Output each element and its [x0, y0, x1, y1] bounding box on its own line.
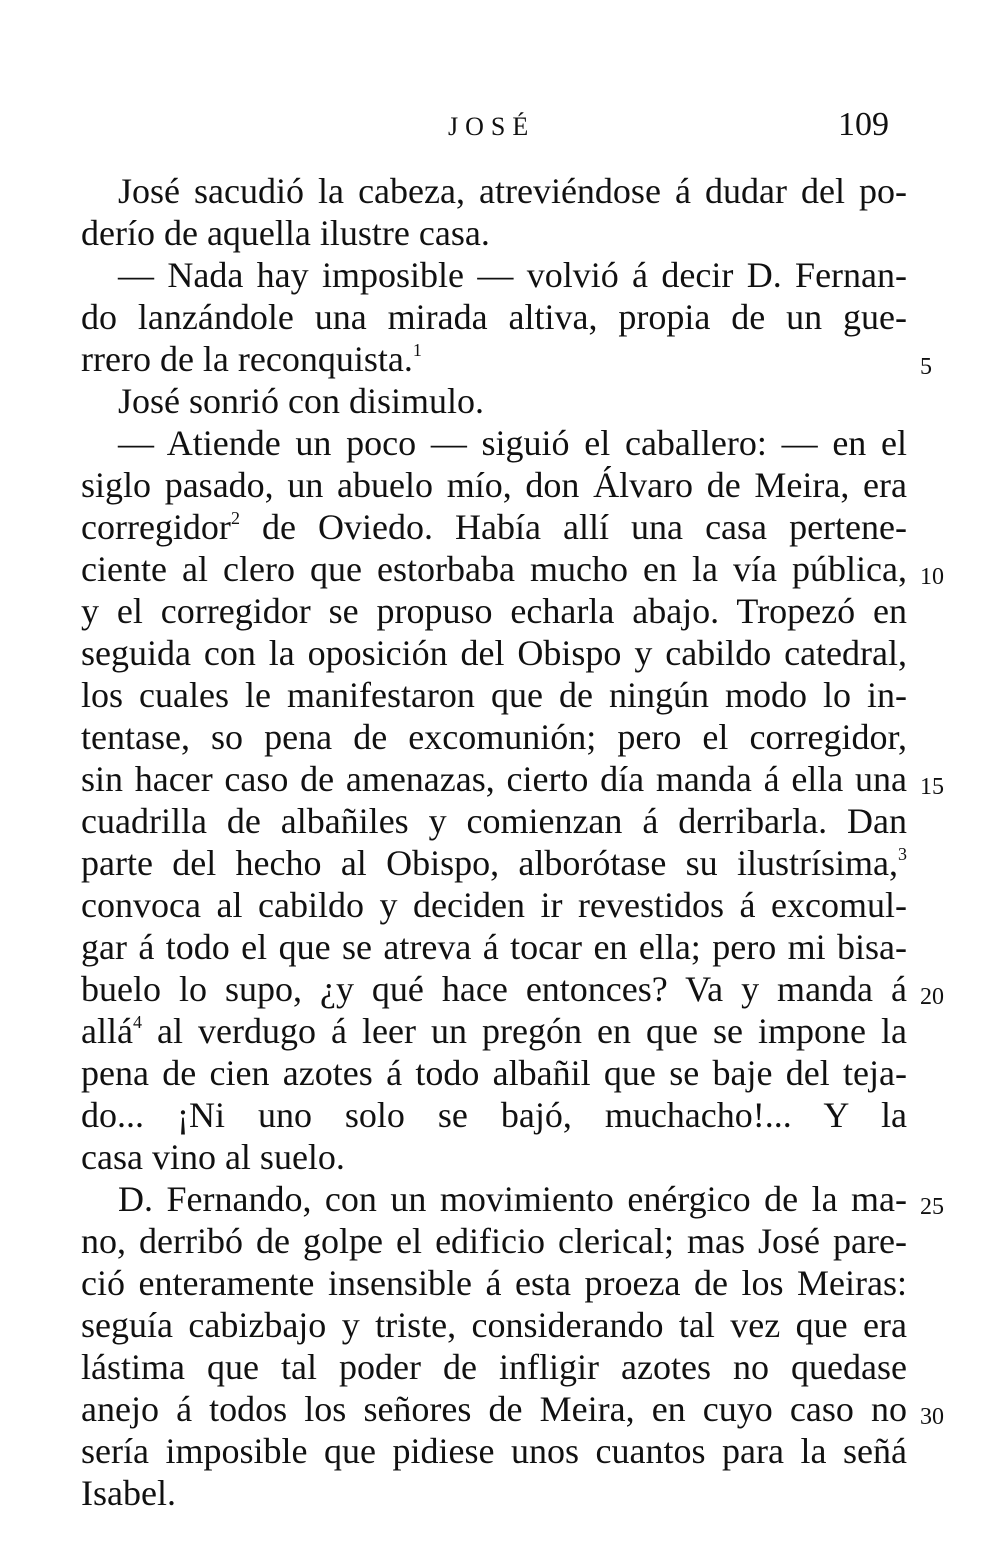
footnote-marker: 3 — [898, 844, 907, 864]
text-line: rrero de la reconquista.$^1$ — [81, 339, 422, 379]
text-line: siglo pasado, un abuelo mío, don Álvaro de Meira, era — [81, 465, 907, 505]
footnote-marker: 4 — [132, 1012, 142, 1032]
text-line: y el corregidor se propuso echarla abajo. Tropezó en — [81, 591, 907, 631]
text-line: — Atiende un poco — siguió el caballero: — en el — [118, 423, 907, 463]
text-line: seguida con la oposición del Obispo y cabildo catedral, — [81, 633, 907, 673]
line-number: 30 — [920, 1404, 944, 1430]
line-number: 25 — [920, 1194, 944, 1220]
line-number: 15 — [920, 774, 944, 800]
text-line: seguía cabizbajo y triste, considerando tal vez que era — [81, 1305, 907, 1345]
text-line: derío de aquella ilustre casa. — [81, 213, 490, 253]
text-line: sin hacer caso de amenazas, cierto día manda á ella una — [81, 759, 907, 799]
text-line: ció enteramente insensible á esta proeza de los Meiras: — [81, 1263, 907, 1303]
text-line: no, derribó de golpe el edificio clerical; mas José pare- — [81, 1221, 907, 1261]
text-line: José sacudió la cabeza, atreviéndose á dudar del po- — [118, 171, 907, 211]
running-header-title: JOSÉ — [448, 112, 536, 141]
text-line: buelo lo supo, ¿y qué hace entonces? Va y manda á — [81, 969, 907, 1009]
text-line: cuadrilla de albañiles y comienzan á derribarla. Dan — [81, 801, 907, 841]
text-line: anejo á todos los señores de Meira, en cuyo caso no — [81, 1389, 907, 1429]
text-line: — Nada hay imposible — volvió á decir D. Fernan- — [118, 255, 907, 295]
text-line: do... ¡Ni uno solo se bajó, muchacho!... Y la — [81, 1095, 907, 1135]
text-line: lástima que tal poder de infligir azotes no quedase — [81, 1347, 907, 1387]
footnote-marker: 1 — [412, 340, 422, 360]
text-line: ciente al clero que estorbaba mucho en la vía pública, — [81, 549, 907, 589]
text-line: los cuales le manifestaron que de ningún modo lo in- — [81, 675, 907, 715]
text-line: D. Fernando, con un movimiento enérgico de la ma- — [118, 1179, 907, 1219]
text-line: Isabel. — [81, 1473, 176, 1513]
line-number: 20 — [920, 984, 944, 1010]
line-number: 10 — [920, 564, 944, 590]
text-line: parte del hecho al Obispo, alborótase su ilustrísima,$^3$ — [81, 843, 907, 883]
page-number: 109 — [838, 106, 889, 143]
text-line: allá$^4$ al verdugo á leer un pregón en que se impone la — [81, 1011, 907, 1051]
text-line: corregidor$^2$ de Oviedo. Había allí una casa pertene- — [81, 507, 907, 547]
text-line: gar á todo el que se atreva á tocar en ella; pero mi bisa- — [81, 927, 907, 967]
text-line: José sonrió con disimulo. — [118, 381, 484, 421]
text-line: do lanzándole una mirada altiva, propia de un gue- — [81, 297, 907, 337]
line-number: 5 — [920, 354, 932, 380]
text-line: casa vino al suelo. — [81, 1137, 345, 1177]
text-line: convoca al cabildo y deciden ir revestidos á excomul- — [81, 885, 907, 925]
text-line: tentase, so pena de excomunión; pero el corregidor, — [81, 717, 907, 757]
text-line: pena de cien azotes á todo albañil que se baje del teja- — [81, 1053, 907, 1093]
footnote-marker: 2 — [230, 508, 240, 528]
text-line: sería imposible que pidiese unos cuantos para la señá — [81, 1431, 907, 1471]
